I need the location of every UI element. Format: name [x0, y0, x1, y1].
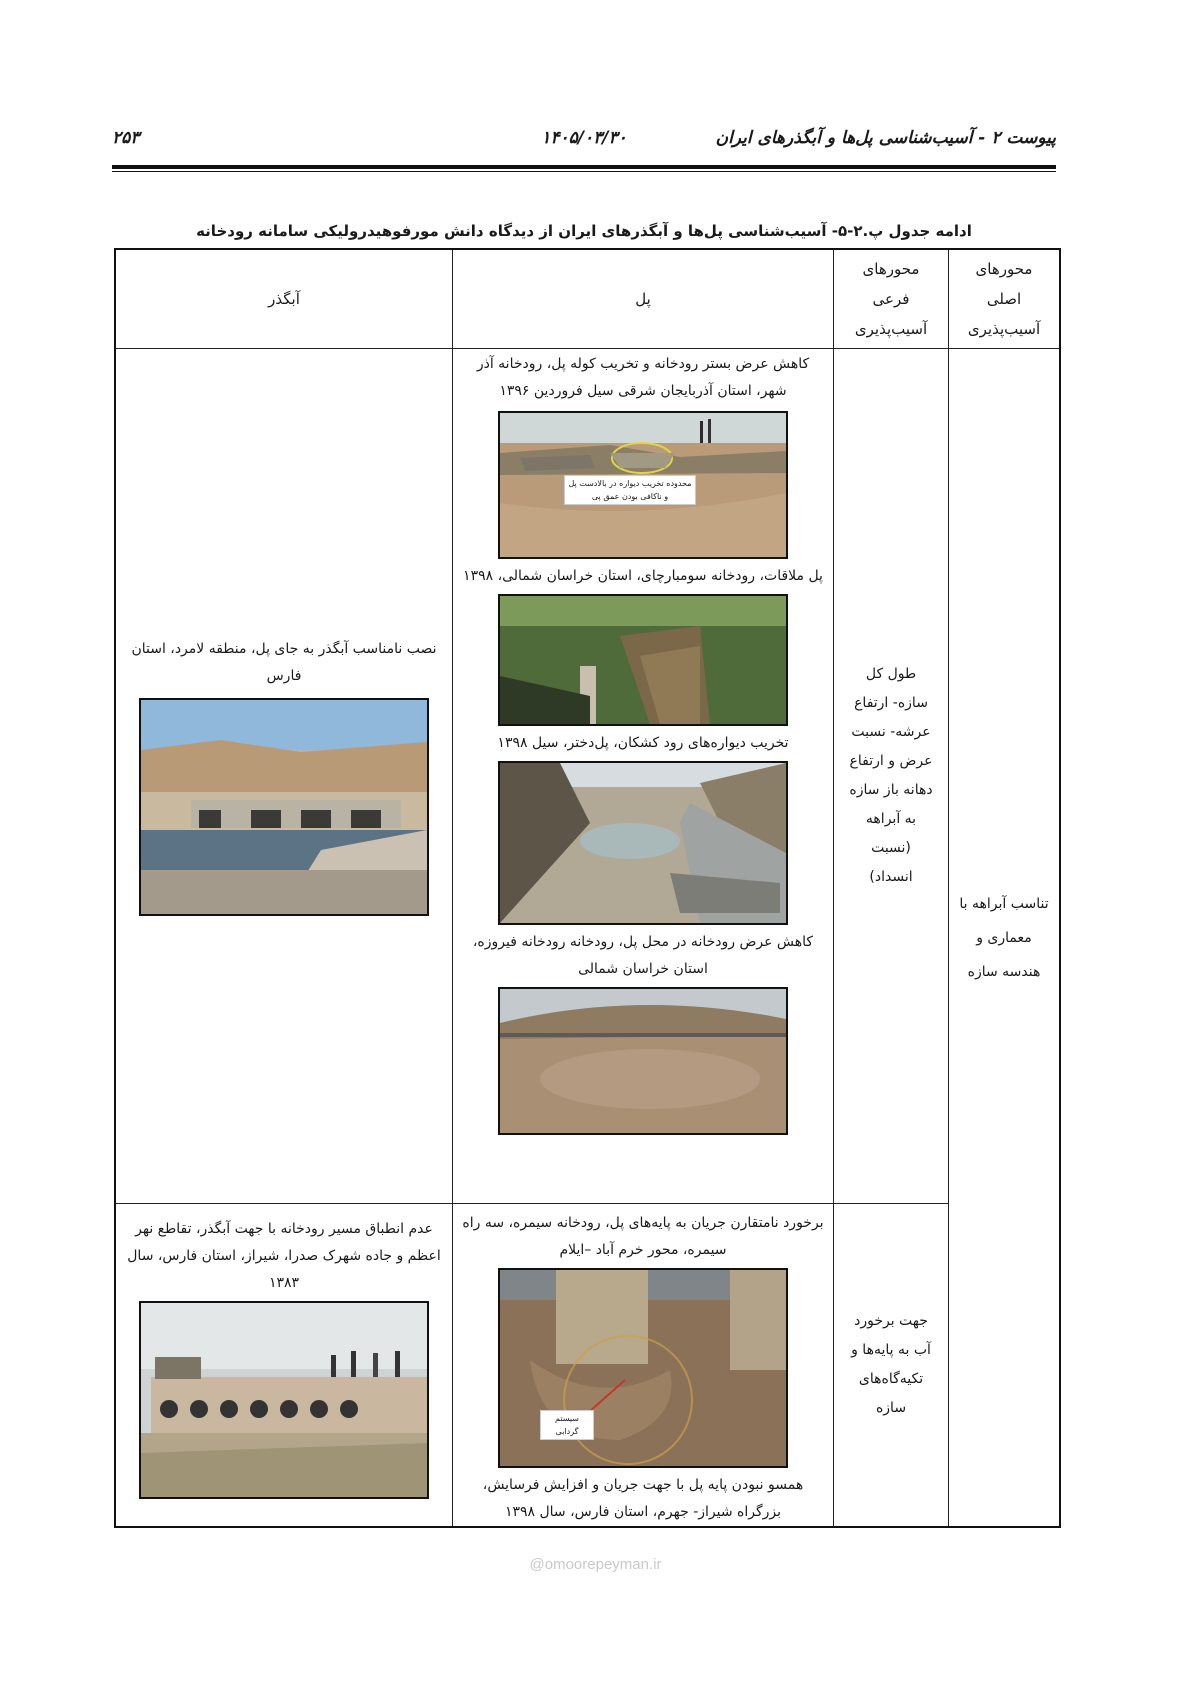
culvert-cell-1 — [115, 349, 453, 1204]
main-axis-text: تناسب آبراهه با معماری و هندسه سازه — [959, 895, 1049, 980]
header-sub-axes: محورهای فرعی آسیب‌پذیری — [834, 249, 949, 349]
watermark: @omoorepeyman.ir — [529, 1556, 662, 1573]
page-header — [112, 128, 1056, 158]
bridge-photo-kashkan — [498, 761, 788, 925]
bridge-caption-4: کاهش عرض رودخانه در محل پل، رودخانه رودخانه فیروزه، استان خراسان شمالی — [472, 934, 814, 977]
header-rule-thin — [112, 171, 1056, 172]
header-bridge: پل — [453, 249, 834, 349]
sub-axis-cell-2 — [834, 1204, 949, 1528]
main-axis-cell — [949, 349, 1061, 1528]
bridge-photo-seymareh — [498, 1268, 788, 1468]
header-rule-thick — [112, 165, 1056, 169]
culvert-photo-shiraz — [139, 1301, 429, 1499]
bridge-caption-2: پل ملاقات، رودخانه سومبارچای، استان خراسان شمالی، ۱۳۹۸ — [463, 568, 823, 584]
culvert-caption-1: نصب نامناسب آبگذر به جای پل، منطقه لامرد، استان فارس — [131, 641, 437, 684]
bridge-caption-3: تخریب دیواره‌های رود کشکان، پل‌دختر، سیل ۱۳۹۸ — [497, 735, 789, 751]
sub-axis-text-1: طول کل سازه- ارتفاع عرشه- نسبت عرض و ارتفاع دهانه باز سازه به آبراهه (نسبت انسداد) — [849, 666, 933, 885]
bridge-caption-1: کاهش عرض بستر رودخانه و تخریب کوله پل، رودخانه آذر شهر، استان آذربایجان شرقی سیل فروردین ۱۳۹۶ — [476, 356, 810, 399]
sub-axis-text-2: جهت برخورد آب به پایه‌ها و تکیه‌گاه‌های سازه — [851, 1313, 931, 1416]
section-title: پیوست ۲ - آسیب‌شناسی پل‌ها و آبگذرهای ایران — [715, 128, 1056, 148]
bridge-photo-sumbarchay — [498, 594, 788, 726]
header-main-axes: محورهای اصلی آسیب‌پذیری — [949, 249, 1061, 349]
photo-callout-1: محدوده تخریب دیواره در بالادست پل و ناکافی بودن عمق پی — [564, 475, 696, 505]
document-date: ۱۴۰۵/۰۳/۳۰ — [541, 128, 627, 148]
table-caption: ادامه جدول پ.۲-۵- آسیب‌شناسی پل‌ها و آبگذرهای ایران از دیدگاه دانش مورفوهیدرولیکی سامانه رودخانه — [196, 222, 972, 240]
bridge-photo-azarshahr — [498, 411, 788, 559]
bridge-caption-6: همسو نبودن پایه پل با جهت جریان و افزایش فرسایش، بزرگراه شیراز- جهرم، استان فارس، سال ۱۳۹۸ — [482, 1477, 804, 1520]
sub-axis-cell-1 — [834, 349, 949, 1204]
culvert-photo-lamerd — [139, 698, 429, 916]
photo-callout-2: سیستم گردابی — [540, 1410, 594, 1440]
header-culvert: آبگذر — [115, 249, 453, 349]
bridge-caption-5: برخورد نامتقارن جریان به پایه‌های پل، رودخانه سیمره، سه راه سیمره، محور خرم آباد –ایلام — [462, 1215, 824, 1258]
culvert-caption-2: عدم انطباق مسیر رودخانه با جهت آبگذر، تقاطع نهر اعظم و جاده شهرک صدرا، شیراز، استان فارس، سال ۱۳۸۳ — [127, 1221, 441, 1291]
bridge-cell-1 — [453, 349, 834, 1204]
bridge-photo-firuzeh — [498, 987, 788, 1135]
culvert-cell-2 — [115, 1204, 453, 1528]
bridge-cell-2 — [453, 1204, 834, 1528]
page-number: ۲۵۳ — [112, 128, 140, 148]
vulnerability-table — [114, 248, 1061, 1528]
